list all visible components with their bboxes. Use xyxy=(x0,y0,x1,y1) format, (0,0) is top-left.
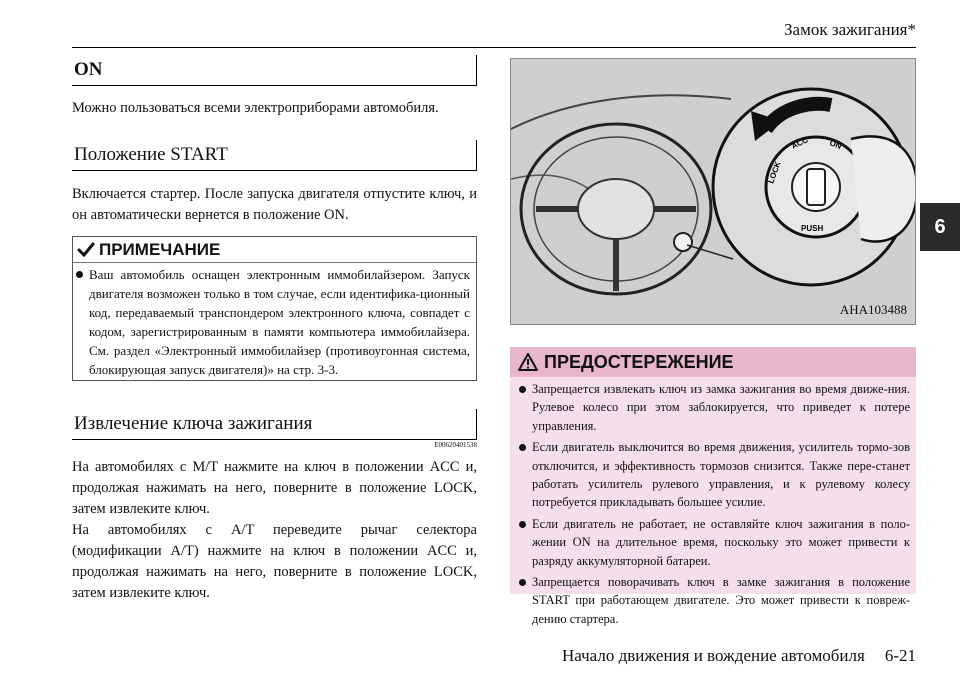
note-header xyxy=(73,237,476,263)
dial-label-on: ON xyxy=(828,138,843,151)
warning-item xyxy=(516,438,910,512)
section-code: E00620401538 xyxy=(434,441,477,449)
chapter-tab: 6 xyxy=(920,203,960,251)
dial-label-acc: ACC xyxy=(790,135,810,151)
section-text-on: Можно пользоваться всеми электроприборами автомобиля. xyxy=(72,100,439,116)
section-heading-removal: Извлечение ключа зажигания xyxy=(72,409,477,440)
section-heading-on xyxy=(72,55,477,86)
page-footer xyxy=(562,646,916,666)
note-title: ПРИМЕЧАНИЕ xyxy=(99,240,221,259)
warning-item-text: Запрещается поворачивать ключ в замке зажигания в положение START при работающем двигателе. Это может привести к повреж-дению стартера. xyxy=(532,575,910,626)
bullet-icon xyxy=(519,444,526,451)
warning-item-text: Запрещается извлекать ключ из замка зажигания во время движе-ния. Рулевое колесо при этом заблокируется, что приведет к потере управления. xyxy=(532,382,910,433)
warning-title: ПРЕДОСТЕРЕЖЕНИЕ xyxy=(544,352,734,372)
bullet-icon xyxy=(519,579,526,586)
page-number: 6-21 xyxy=(884,646,916,665)
removal-paragraph-mt: На автомобилях с M/T нажмите на ключ в положении ACC и, продолжая нажимать на него, поверните в положение LOCK, затем извлеките ключ. xyxy=(72,459,477,517)
page-header-title: Замок зажигания* xyxy=(784,20,916,39)
warning-body xyxy=(516,380,910,628)
section-text-start: Включается стартер. После запуска двигателя отпустите ключ, и он автоматически вернется в положение ON. xyxy=(72,186,477,223)
section-title-on: ON xyxy=(74,59,103,80)
footer-chapter: Начало движения и вождение автомобиля xyxy=(561,646,865,665)
bullet-icon xyxy=(519,521,526,528)
bullet-icon xyxy=(519,386,526,393)
warning-item xyxy=(516,380,910,435)
bullet-icon xyxy=(76,271,83,278)
warning-item-text: Если двигатель выключится во время движения, усилитель тормо-зов отключится, и эффективность тормозов снизится. Также пере-станет работать усилитель рулевого управления, и к рулевому колесу потребуется прикладывать большее усилие. xyxy=(532,440,910,510)
note-box xyxy=(72,236,477,381)
warning-item xyxy=(516,573,910,628)
section-heading-start: Положение START xyxy=(72,140,477,171)
warning-box xyxy=(510,347,916,626)
ignition-figure xyxy=(510,58,916,325)
figure-label: AHA103488 xyxy=(839,302,907,317)
warning-header xyxy=(510,347,916,377)
warning-item xyxy=(516,515,910,570)
dial-label-push: PUSH xyxy=(801,224,824,233)
removal-paragraph-at: На автомобилях с A/T переведите рычаг селектора (модификации A/T) нажмите на ключ в положении ACC и, продолжая нажимать на него, поверните в положение LOCK, затем извлеките ключ. xyxy=(72,522,477,601)
note-item-text: Ваш автомобиль оснащен электронным иммобилайзером. Запуск двигателя возможен только в том случае, если идентифика-ционный код, передаваемый транспондером электронного ключа, совпадет с кодом, зарегистрированным в памяти компьютера иммобилайзера. См. раздел «Электронный иммобилайзер (противоугонная система, блокирующая запуск двигателя)» на стр. 3-3. xyxy=(89,267,470,377)
checkmark-icon xyxy=(77,241,95,259)
note-body xyxy=(73,265,470,379)
steering-wheel-illustration xyxy=(511,59,916,325)
dial-label-lock: LOCK xyxy=(766,160,783,185)
header-divider xyxy=(72,47,916,48)
warning-triangle-icon xyxy=(518,352,538,372)
note-item xyxy=(73,265,470,379)
warning-item-text: Если двигатель не работает, не оставляйте ключ зажигания в поло-жении ON на длительное время, поскольку это может привести к разряду аккумуляторной батареи. xyxy=(532,516,910,568)
